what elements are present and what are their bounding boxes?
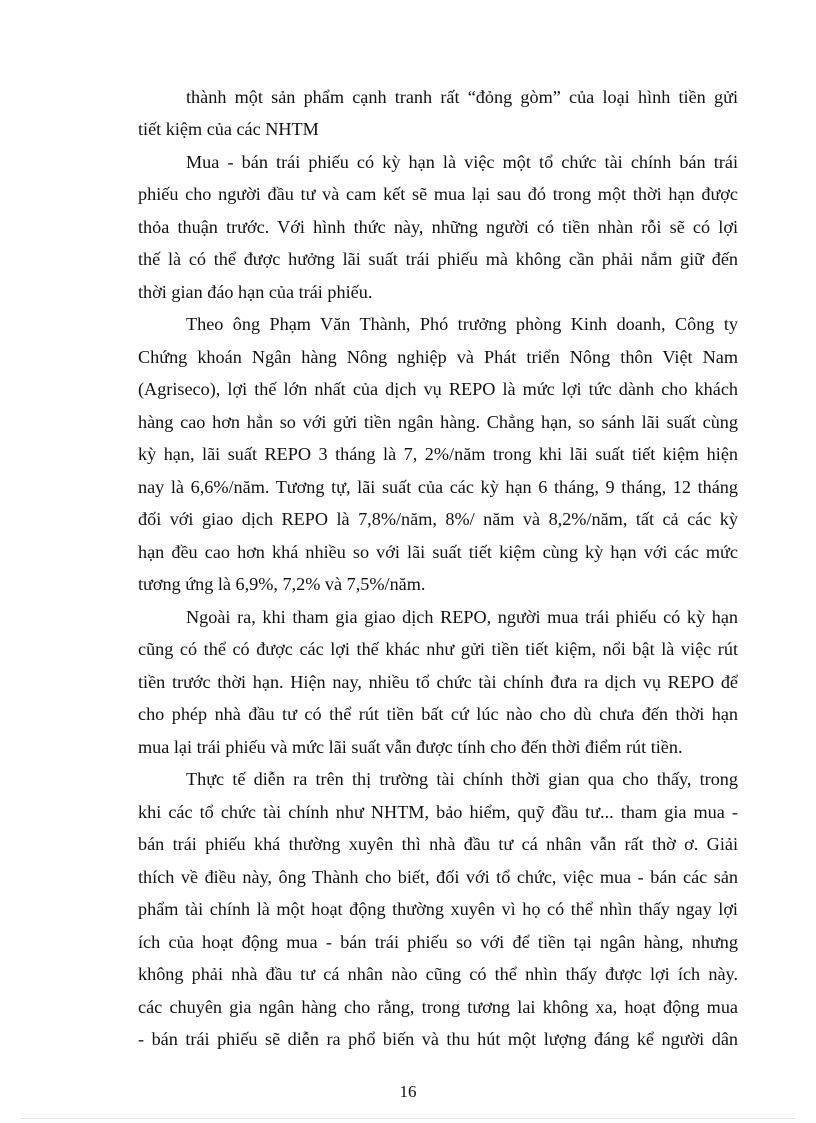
- text-line: thỏa thuận trước. Với hình thức này, những người có tiền nhàn rỗi sẽ có lợi: [138, 217, 738, 237]
- text-line: khi các tổ chức tài chính như NHTM, bảo hiểm, quỹ đầu tư... tham gia mua -: [138, 802, 738, 822]
- text-line: Thực tế diễn ra trên thị trường tài chính thời gian qua cho thấy, trong: [186, 769, 738, 789]
- text-line: - bán trái phiếu sẽ diễn ra phổ biến và thu hút một lượng đáng kể người dân: [138, 1029, 738, 1049]
- text-line: thế là có thể được hưởng lãi suất trái phiếu mà không cần phải nắm giữ đến: [138, 249, 738, 269]
- page-divider: [20, 1118, 796, 1119]
- text-line: các chuyên gia ngân hàng cho rằng, trong tương lai không xa, hoạt động mua: [138, 997, 738, 1017]
- text-line: bán trái phiếu khá thường xuyên thì nhà đầu tư cá nhân vẫn rất thờ ơ. Giải: [138, 834, 738, 854]
- page-number: 16: [399, 1082, 417, 1101]
- text-line: phẩm tài chính là một hoạt động thường xuyên vì họ có thể nhìn thấy ngay lợi: [138, 899, 738, 919]
- text-line: nay là 6,6%/năm. Tương tự, lãi suất của các kỳ hạn 6 tháng, 9 tháng, 12 tháng: [138, 477, 738, 497]
- text-line: thích về điều này, ông Thành cho biết, đối với tổ chức, việc mua - bán các sản: [138, 867, 738, 887]
- text-line: tiền trước thời hạn. Hiện nay, nhiều tổ chức tài chính đưa ra dịch vụ REPO để: [138, 672, 738, 692]
- text-line: tiết kiệm của các NHTM: [138, 119, 319, 139]
- text-line: Chứng khoán Ngân hàng Nông nghiệp và Phát triển Nông thôn Việt Nam: [138, 347, 738, 367]
- text-line: kỳ hạn, lãi suất REPO 3 tháng là 7, 2%/năm trong khi lãi suất tiết kiệm hiện: [138, 444, 738, 464]
- text-line: thời gian đáo hạn của trái phiếu.: [138, 282, 373, 302]
- text-line: đối với giao dịch REPO là 7,8%/năm, 8%/ năm và 8,2%/năm, tất cả các kỳ: [138, 509, 738, 529]
- text-line: cũng có thể có được các lợi thế khác như gửi tiền tiết kiệm, nổi bật là việc rút: [138, 639, 738, 659]
- text-line: Ngoài ra, khi tham gia giao dịch REPO, người mua trái phiếu có kỳ hạn: [186, 607, 738, 627]
- text-line: Theo ông Phạm Văn Thành, Phó trưởng phòng Kinh doanh, Công ty: [186, 314, 738, 334]
- text-line: (Agriseco), lợi thế lớn nhất của dịch vụ REPO là mức lợi tức dành cho khách: [138, 379, 738, 399]
- text-line: Mua - bán trái phiếu có kỳ hạn là việc một tổ chức tài chính bán trái: [186, 152, 738, 172]
- text-line: hạn đều cao hơn khá nhiều so với lãi suất tiết kiệm cùng kỳ hạn với các mức: [138, 542, 738, 562]
- text-line: không phải nhà đầu tư cá nhân nào cũng có thể nhìn thấy được lợi ích này.: [138, 964, 738, 984]
- text-line: hàng cao hơn hẳn so với gửi tiền ngân hàng. Chẳng hạn, so sánh lãi suất cùng: [138, 412, 738, 432]
- text-line: cho phép nhà đầu tư có thể rút tiền bất cứ lúc nào cho dù chưa đến thời hạn: [138, 704, 738, 724]
- text-line: mua lại trái phiếu và mức lãi suất vẫn được tính cho đến thời điểm rút tiền.: [138, 737, 683, 757]
- text-line: phiếu cho người đầu tư và cam kết sẽ mua lại sau đó trong một thời hạn được: [138, 184, 738, 204]
- text-line: tương ứng là 6,9%, 7,2% và 7,5%/năm.: [138, 574, 426, 594]
- text-line: thành một sản phẩm cạnh tranh rất “đỏng gòm” của loại hình tiền gửi: [186, 87, 738, 107]
- text-line: ích của hoạt động mua - bán trái phiếu so với để tiền tại ngân hàng, nhưng: [138, 932, 738, 952]
